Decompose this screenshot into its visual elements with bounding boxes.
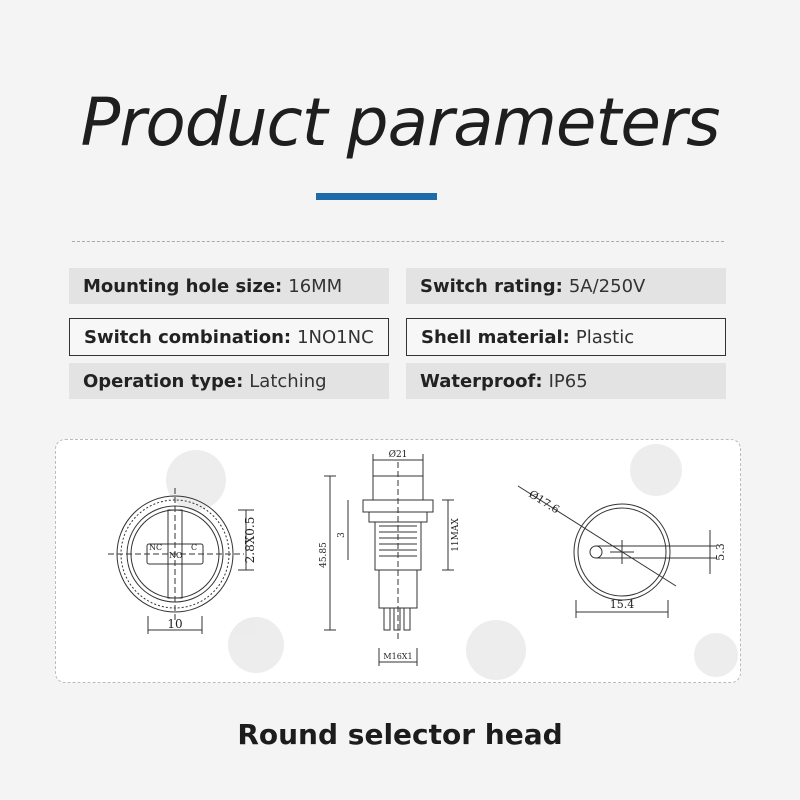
front-dim-height: 2.8X0.5	[243, 516, 257, 564]
back-dim-width: 15.4	[609, 598, 635, 611]
dashed-divider	[72, 241, 724, 242]
param-label: Switch combination:	[84, 326, 292, 348]
technical-drawing-panel	[55, 439, 741, 683]
technical-drawing	[56, 440, 742, 684]
param-mounting-hole	[69, 268, 389, 304]
param-value: 1NO1NC	[297, 326, 374, 348]
back-dim-flat: 5.3	[714, 543, 727, 561]
back-dim-diameter: Ø17.6	[526, 487, 562, 517]
param-label: Switch rating:	[420, 275, 563, 297]
product-caption: Round selector head	[237, 718, 563, 751]
front-dim-width: 10	[167, 617, 183, 631]
param-value: Plastic	[575, 326, 635, 348]
param-switch-combination	[69, 318, 389, 356]
param-label: Shell material:	[421, 326, 570, 348]
title-accent-bar	[316, 193, 437, 200]
param-value: 16MM	[288, 275, 343, 297]
front-view	[108, 488, 254, 634]
front-mark-c: C	[191, 543, 198, 552]
page-title: Product parameters	[80, 84, 720, 161]
param-label: Waterproof:	[420, 370, 543, 392]
param-value: 5A/250V	[568, 275, 646, 297]
side-dim-total: 45.85	[319, 542, 329, 568]
param-operation-type	[69, 363, 389, 399]
side-dim-small: 3	[337, 532, 347, 538]
param-label: Mounting hole size:	[83, 275, 283, 297]
front-mark-no: NO	[169, 551, 183, 560]
param-waterproof	[406, 363, 726, 399]
front-mark-nc: NC	[149, 543, 163, 552]
param-value: IP65	[548, 370, 588, 392]
side-dim-diameter: Ø21	[388, 450, 408, 460]
param-shell-material	[406, 318, 726, 356]
side-thread: M16X1	[383, 652, 413, 661]
param-switch-rating	[406, 268, 726, 304]
param-label: Operation type:	[83, 370, 244, 392]
side-view	[324, 454, 454, 666]
param-value: Latching	[249, 370, 327, 392]
side-dim-max: 11MAX	[451, 518, 461, 552]
